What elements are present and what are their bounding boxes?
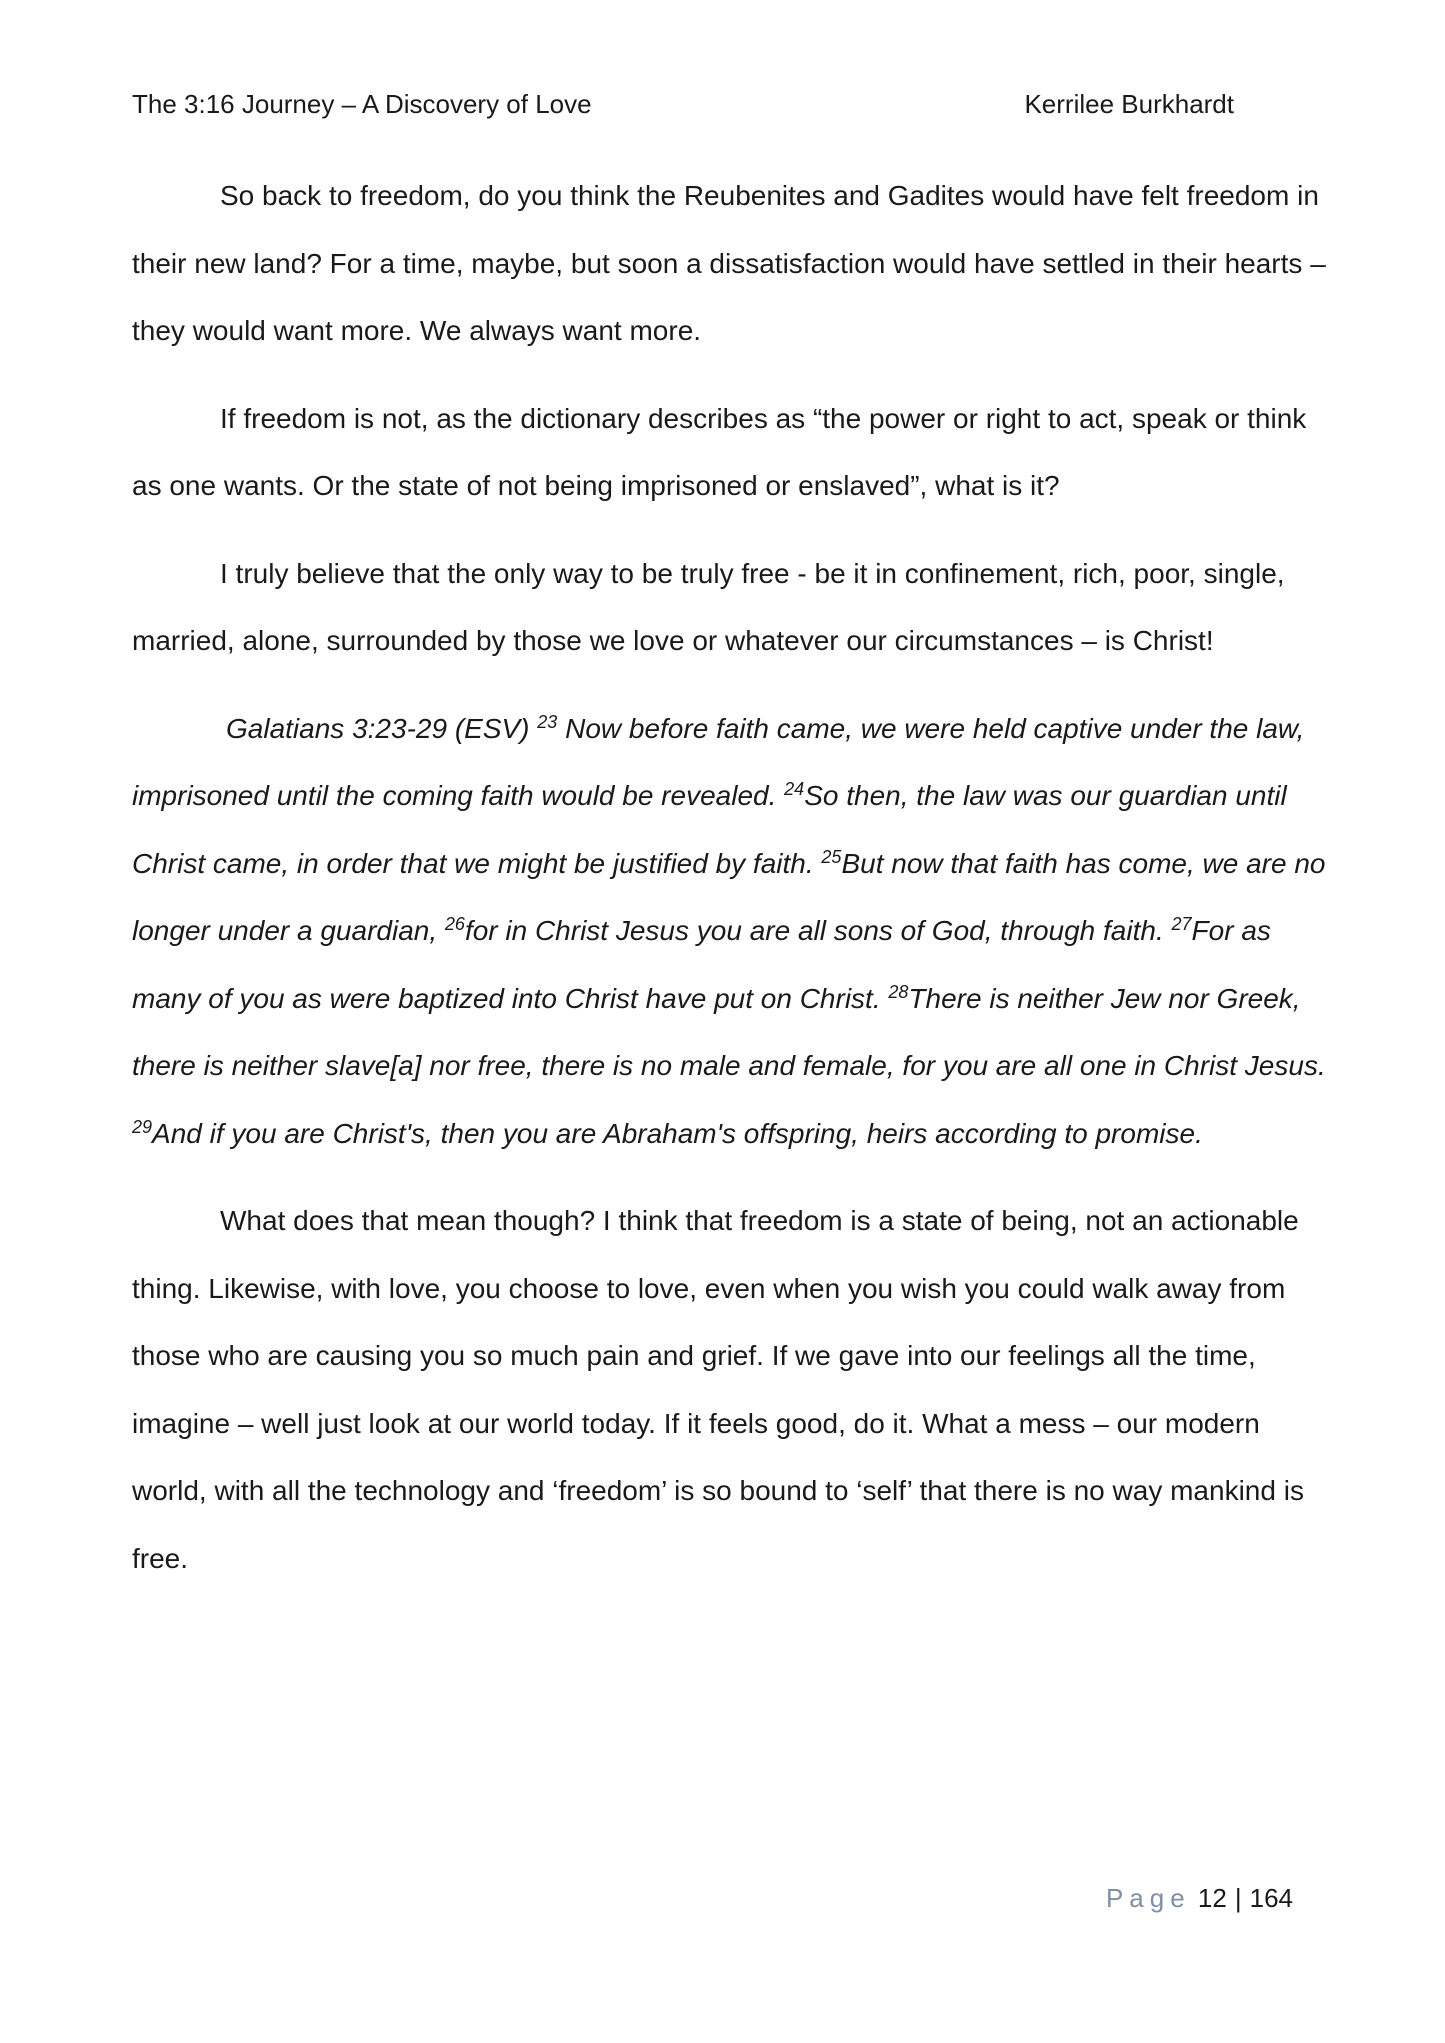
verse-number: 28 bbox=[888, 981, 909, 1002]
verse-text: Now before faith came, we were held captive under the law, imprisoned until the coming faith would be revealed. bbox=[132, 712, 1305, 811]
verse-number: 23 bbox=[537, 711, 558, 732]
verse-text: for in Christ Jesus you are all sons of God, through faith. bbox=[464, 915, 1164, 946]
verse-number: 29 bbox=[132, 1116, 153, 1137]
paragraph-meaning: What does that mean though? I think that freedom is a state of being, not an actionable thing. Likewise, with love, you choose to love, even when you wish you could walk away from those who are causing you so much pain and grief. If we gave into our feelings all the time, imagine – well just look at our world today. If it feels good, do it. What a mess – our modern world, with all the technology and ‘freedom’ is so bound to ‘self’ that there is no way mankind is free. bbox=[132, 1205, 1304, 1574]
book-title: The 3:16 Journey – A Discovery of Love bbox=[132, 89, 592, 119]
page-separator: | bbox=[1234, 1883, 1242, 1913]
page-header bbox=[132, 84, 1234, 124]
verse-number: 24 bbox=[784, 779, 805, 800]
verse-number: 27 bbox=[1171, 914, 1192, 935]
verse-text: But now that faith has come, we are no longer under a guardian, bbox=[132, 847, 1326, 946]
author-name: Kerrilee Burkhardt bbox=[1024, 89, 1234, 119]
paragraph-belief: I truly believe that the only way to be truly free - be it in confinement, rich, poor, single, married, alone, surrounded by those we love or whatever our circumstances – is Christ! bbox=[132, 557, 1285, 656]
verse-text: So then, the law was our guardian until Christ came, in order that we might be justified by faith. bbox=[132, 780, 1287, 879]
page-body bbox=[132, 162, 1328, 1612]
page-footer bbox=[1106, 1878, 1293, 1918]
scripture-quote bbox=[132, 695, 1328, 1168]
verse-reference: Galatians 3:23-29 (ESV) bbox=[226, 712, 530, 744]
total-pages: 164 bbox=[1249, 1883, 1293, 1913]
page-number: 12 bbox=[1197, 1883, 1227, 1913]
paragraph-dictionary: If freedom is not, as the dictionary describes as “the power or right to act, speak or think as one wants. Or the state of not being imprisoned or enslaved”, what is it? bbox=[132, 402, 1307, 501]
paragraph-freedom: So back to freedom, do you think the Reubenites and Gadites would have felt freedom in their new land? For a time, maybe, but soon a dissatisfaction would have settled in their hearts – they would want more. We always want more. bbox=[132, 180, 1326, 346]
verse-text: And if you are Christ's, then you are Abraham's offspring, heirs according to promise. bbox=[152, 1117, 1203, 1149]
verse-number: 25 bbox=[821, 846, 842, 867]
verse-text: There is neither Jew nor Greek, there is neither slave[a] nor free, there is no male and female, for you are all one in Christ Jesus. bbox=[132, 982, 1326, 1081]
verse-number: 26 bbox=[444, 914, 465, 935]
verse-text: For as many of you as were baptized into Christ have put on Christ. bbox=[132, 915, 1271, 1014]
page-label: Page bbox=[1105, 1883, 1191, 1913]
